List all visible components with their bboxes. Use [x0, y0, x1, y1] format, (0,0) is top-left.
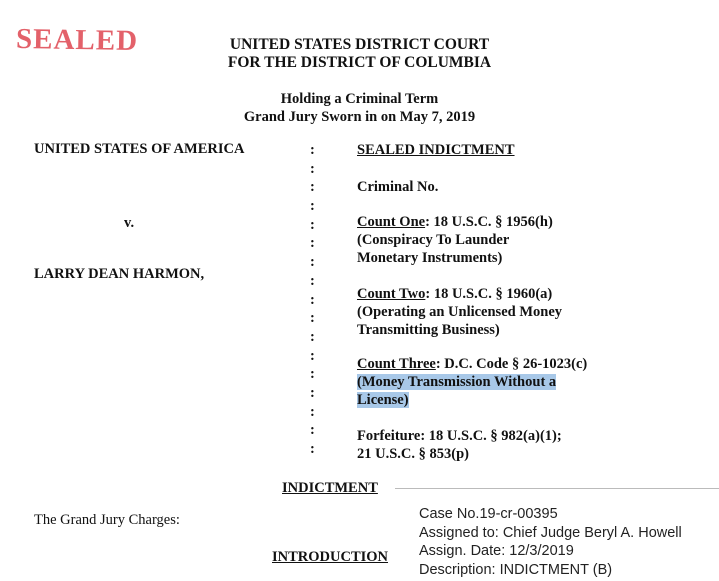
term-line2: Grand Jury Sworn in on May 7, 2019	[243, 109, 476, 125]
colon: :	[310, 366, 315, 383]
count-two-description-1: (Operating an Unlicensed Money	[357, 304, 563, 320]
colon: :	[310, 235, 315, 252]
assigned-judge: Assigned to: Chief Judge Beryl A. Howell	[419, 524, 682, 541]
colon: :	[310, 142, 315, 158]
term-line1: Holding a Criminal Term	[280, 91, 439, 107]
colon: :	[310, 216, 315, 233]
defendant-name: LARRY DEAN HARMON,	[34, 266, 205, 282]
count-three	[357, 355, 587, 374]
colon: :	[310, 254, 315, 271]
count-three-statute: : D.C. Code § 26-1023(c)	[435, 356, 588, 372]
colon: :	[310, 441, 315, 457]
count-two	[357, 285, 552, 304]
assign-date: Assign. Date: 12/3/2019	[419, 543, 574, 559]
highlighted-text: License)	[357, 392, 409, 408]
sealed-indictment-title: SEALED INDICTMENT	[357, 142, 515, 158]
criminal-number: Criminal No.	[357, 179, 439, 195]
court-name-line2: FOR THE DISTRICT OF COLUMBIA	[227, 54, 492, 71]
count-three-label: Count Three	[357, 356, 436, 372]
colon: :	[310, 160, 315, 177]
indictment-heading: INDICTMENT	[282, 480, 378, 496]
forfeiture-line-1: Forfeiture: 18 U.S.C. § 982(a)(1);	[357, 428, 562, 444]
sealed-stamp: SEALED	[15, 22, 139, 58]
introduction-heading: INTRODUCTION	[272, 549, 389, 565]
colon: :	[310, 291, 315, 308]
case-number: Case No.19-cr-00395	[419, 506, 558, 522]
colon: :	[310, 198, 315, 215]
count-three-description-1	[357, 373, 556, 392]
highlighted-text: (Money Transmission Without a	[357, 374, 557, 390]
count-two-label: Count Two	[357, 286, 426, 302]
forfeiture-line-2: 21 U.S.C. § 853(p)	[357, 446, 469, 462]
count-one-description-2: Monetary Instruments)	[357, 250, 503, 266]
colon: :	[310, 403, 315, 420]
plaintiff-name: UNITED STATES OF AMERICA	[34, 141, 245, 157]
count-one-label: Count One	[357, 214, 426, 230]
colon: :	[310, 347, 315, 364]
count-two-statute: : 18 U.S.C. § 1960(a)	[425, 286, 553, 302]
grand-jury-charges: The Grand Jury Charges:	[34, 512, 180, 528]
case-description: Description: INDICTMENT (B)	[419, 561, 613, 578]
count-two-description-2: Transmitting Business)	[357, 322, 500, 338]
count-one-statute: : 18 U.S.C. § 1956(h)	[425, 214, 553, 230]
case-assignment-sticker	[419, 505, 682, 579]
versus-label: v.	[124, 215, 135, 231]
colon: :	[310, 179, 315, 196]
colon: :	[310, 272, 315, 289]
divider	[395, 488, 719, 489]
colon: :	[310, 310, 315, 327]
count-one	[357, 213, 553, 232]
colon: :	[310, 422, 315, 439]
colon: :	[310, 328, 315, 345]
court-name-line1: UNITED STATES DISTRICT COURT	[229, 36, 490, 53]
caption-colon-column	[310, 141, 322, 459]
count-one-description-1: (Conspiracy To Launder	[357, 232, 510, 248]
count-three-description-2	[357, 391, 409, 410]
colon: :	[310, 384, 315, 401]
